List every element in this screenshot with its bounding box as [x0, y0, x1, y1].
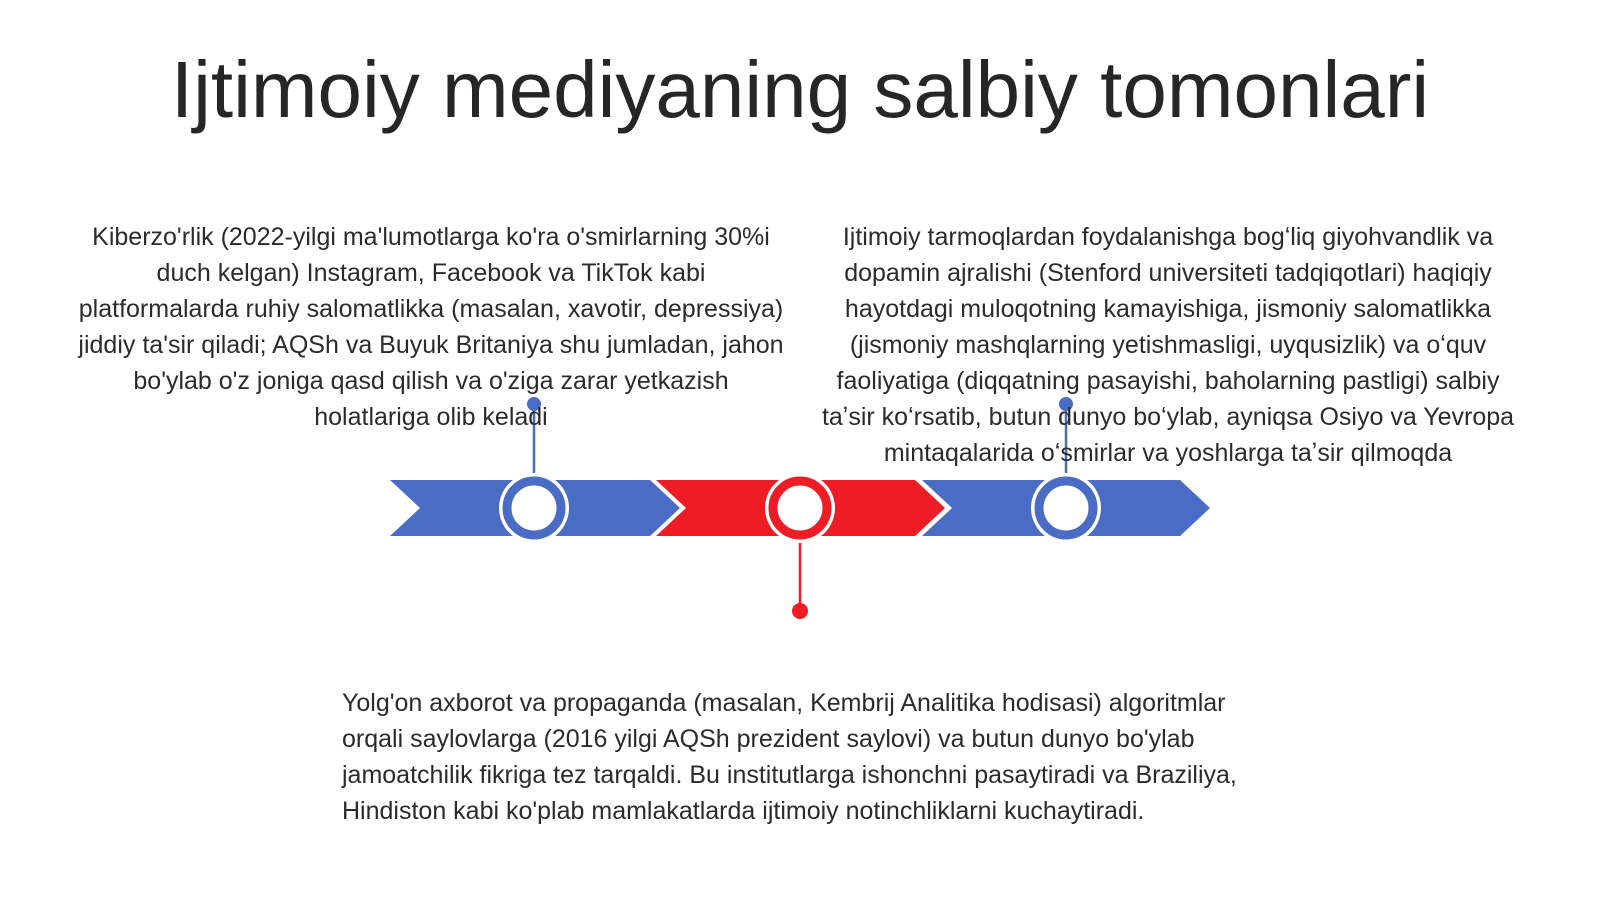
slide-title: Ijtimoiy mediyaning salbiy tomonlari	[170, 45, 1430, 134]
item-text-misinformation: Yolg'on axborot va propaganda (masalan, Kembrij Analitika hodisasi) algoritmlar orqali saylovlarga (2016 yilgi AQSh prezident saylovi) va butun dunyo bo'ylab jamoatchilik fikriga tez tarqaldi. Bu institutlarga ishonchni pasaytiradi va Braziliya, Hindiston kabi ko'plab mamlakatlarda ijtimoiy notinchliklarni kuchaytiradi.	[342, 689, 1237, 825]
milestone-ring-2	[773, 481, 827, 535]
milestone-ring-1	[507, 481, 561, 535]
item-text-addiction: Ijtimoiy tarmoqlardan foydalanishga bogʻliq giyohvandlik va dopamin ajralishi (Stenford universiteti tadqiqotlari) haqiqiy hayotdagi muloqotning kamayishiga, jismoniy salomatlikka (jismoniy mashqlarning yetishmasligi, uyqusizlik) va oʻquv faoliyatiga (diqqatning pasayishi, baholarning pastligi) salbiy taʼsir koʻrsatib, butun dunyo boʻylab, ayniqsa Osiyo va Yevropa mintaqalarida oʻsmirlar va yoshlarga taʼsir qilmoqda	[821, 223, 1515, 467]
milestone-ring-3	[1039, 481, 1093, 535]
connector-dot-2	[792, 603, 808, 619]
item-text-cyberbullying: Kiberzo'rlik (2022-yilgi ma'lumotlarga ko'ra o'smirlarning 30%i duch kelgan) Instagram, Facebook va TikTok kabi platformalarda ruhiy salomatlikka (masalan, xavotir, depressiya) jiddiy ta'sir qiladi; AQSh va Buyuk Britaniya shu jumladan, jahon bo'ylab o'z joniga qasd qilish va o'ziga zarar yetkazish holatlariga olib keladi	[78, 223, 784, 431]
